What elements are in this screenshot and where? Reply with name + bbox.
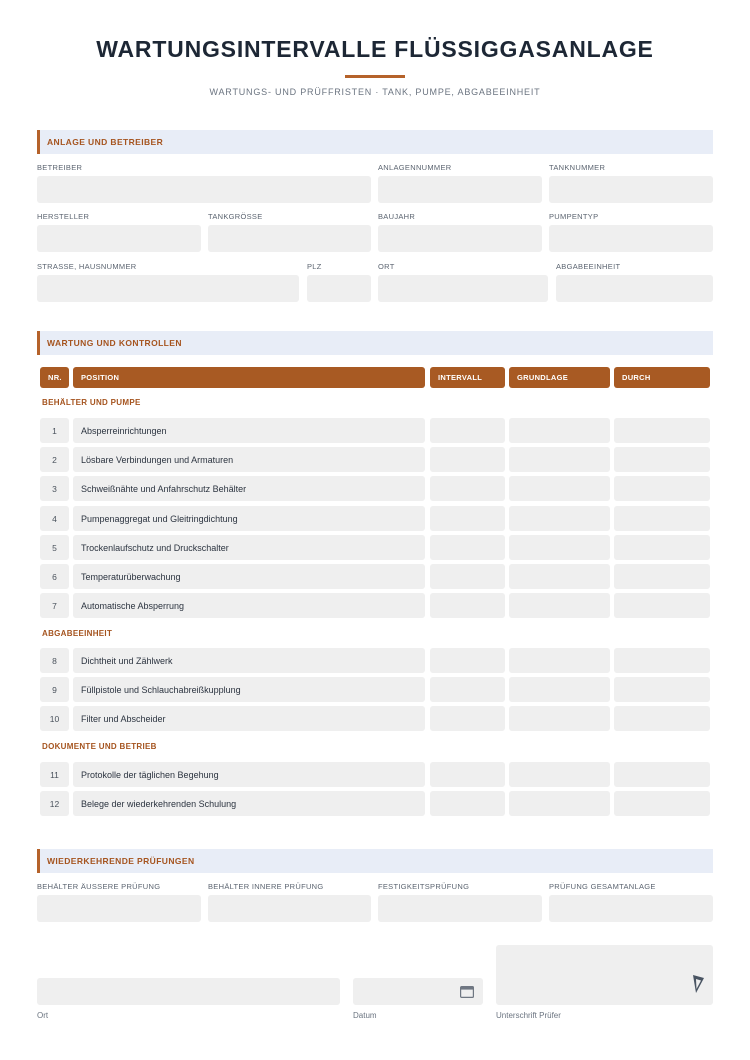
row-position: Schweißnähte und Anfahrschutz Behälter (73, 476, 425, 501)
durch-cell[interactable] (614, 476, 710, 501)
intervall-cell[interactable] (430, 593, 505, 618)
durch-cell[interactable] (614, 593, 710, 618)
grundlage-cell[interactable] (509, 762, 610, 787)
pumpentyp-field[interactable] (549, 225, 713, 252)
intervall-cell[interactable] (430, 447, 505, 472)
durch-cell[interactable] (614, 648, 710, 673)
row-number: 3 (40, 476, 69, 501)
strasse-field[interactable] (37, 275, 299, 302)
intervall-cell[interactable] (430, 791, 505, 816)
row-position: Belege der wiederkehrenden Schulung (73, 791, 425, 816)
durch-cell[interactable] (614, 762, 710, 787)
section-title-pruefungen: WIEDERKEHRENDE PRÜFUNGEN (47, 856, 195, 866)
group-dokumente-betrieb: DOKUMENTE UND BETRIEB (42, 742, 157, 751)
row-position: Füllpistole und Schlauchabreißkupplung (73, 677, 425, 702)
grundlage-cell[interactable] (509, 791, 610, 816)
durch-cell[interactable] (614, 706, 710, 731)
row-number: 5 (40, 535, 69, 560)
grundlage-cell[interactable] (509, 418, 610, 443)
intervall-cell[interactable] (430, 535, 505, 560)
row-number: 11 (40, 762, 69, 787)
durch-cell[interactable] (614, 677, 710, 702)
durch-cell[interactable] (614, 535, 710, 560)
row-position: Trockenlaufschutz und Druckschalter (73, 535, 425, 560)
section-header-pruefungen (37, 849, 713, 873)
row-position: Absperreinrichtungen (73, 418, 425, 443)
ort-signature-field[interactable] (37, 978, 340, 1005)
abgabeeinheit-field[interactable] (556, 275, 713, 302)
intervall-cell[interactable] (430, 648, 505, 673)
title-divider (345, 75, 405, 78)
pruefung-gesamtanlage-field[interactable] (549, 895, 713, 922)
column-header-nr: NR. (40, 367, 69, 388)
intervall-cell[interactable] (430, 418, 505, 443)
innere-pruefung-field[interactable] (208, 895, 371, 922)
row-number: 2 (40, 447, 69, 472)
label-strasse: STRASSE, HAUSNUMMER (37, 262, 137, 271)
section-header-wartung (37, 331, 713, 355)
grundlage-cell[interactable] (509, 677, 610, 702)
intervall-cell[interactable] (430, 762, 505, 787)
label-abgabeeinheit: ABGABEEINHEIT (556, 262, 621, 271)
document-title: WARTUNGSINTERVALLE FLÜSSIGGASANLAGE (96, 36, 654, 62)
row-position: Filter und Abscheider (73, 706, 425, 731)
label-betreiber: BETREIBER (37, 163, 83, 172)
label-pruefung-gesamtanlage: PRÜFUNG GESAMTANLAGE (549, 882, 656, 891)
row-number: 1 (40, 418, 69, 443)
section-header-anlage (37, 130, 713, 154)
intervall-cell[interactable] (430, 677, 505, 702)
label-festigkeitspruefung: FESTIGKEITSPRÜFUNG (378, 882, 470, 891)
datum-field[interactable] (353, 978, 483, 1005)
label-tanknummer: TANKNUMMER (549, 163, 606, 172)
calendar-icon[interactable] (460, 985, 474, 1003)
row-number: 6 (40, 564, 69, 589)
grundlage-cell[interactable] (509, 706, 610, 731)
column-header-durch: DURCH (614, 367, 710, 388)
label-aeussere-pruefung: BEHÄLTER ÄUSSERE PRÜFUNG (37, 882, 161, 891)
grundlage-cell[interactable] (509, 447, 610, 472)
intervall-cell[interactable] (430, 506, 505, 531)
row-number: 9 (40, 677, 69, 702)
label-pumpentyp: PUMPENTYP (549, 212, 599, 221)
grundlage-cell[interactable] (509, 476, 610, 501)
intervall-cell[interactable] (430, 476, 505, 501)
label-anlagennummer: ANLAGENNUMMER (378, 163, 452, 172)
label-innere-pruefung: BEHÄLTER INNERE PRÜFUNG (208, 882, 324, 891)
durch-cell[interactable] (614, 506, 710, 531)
plz-field[interactable] (307, 275, 371, 302)
row-position: Lösbare Verbindungen und Armaturen (73, 447, 425, 472)
column-header-grundlage: GRUNDLAGE (509, 367, 610, 388)
row-number: 12 (40, 791, 69, 816)
row-position: Dichtheit und Zählwerk (73, 648, 425, 673)
group-behaelter-pumpe: BEHÄLTER UND PUMPE (42, 398, 141, 407)
aeussere-pruefung-field[interactable] (37, 895, 201, 922)
section-title-anlage: ANLAGE UND BETREIBER (47, 137, 164, 147)
tankgroesse-field[interactable] (208, 225, 371, 252)
durch-cell[interactable] (614, 447, 710, 472)
grundlage-cell[interactable] (509, 564, 610, 589)
label-hersteller: HERSTELLER (37, 212, 90, 221)
pen-icon (691, 974, 705, 999)
row-position: Temperaturüberwachung (73, 564, 425, 589)
ort-field[interactable] (378, 275, 548, 302)
section-title-wartung: WARTUNG UND KONTROLLEN (47, 338, 182, 348)
festigkeitspruefung-field[interactable] (378, 895, 542, 922)
column-header-intervall: INTERVALL (430, 367, 505, 388)
label-ort: ORT (378, 262, 395, 271)
group-abgabeeinheit: ABGABEEINHEIT (42, 629, 113, 638)
label-baujahr: BAUJAHR (378, 212, 416, 221)
row-number: 4 (40, 506, 69, 531)
grundlage-cell[interactable] (509, 593, 610, 618)
row-number: 8 (40, 648, 69, 673)
row-number: 10 (40, 706, 69, 731)
label-plz: PLZ (307, 262, 322, 271)
hersteller-field[interactable] (37, 225, 201, 252)
row-position: Automatische Absperrung (73, 593, 425, 618)
intervall-cell[interactable] (430, 564, 505, 589)
intervall-cell[interactable] (430, 706, 505, 731)
grundlage-cell[interactable] (509, 506, 610, 531)
grundlage-cell[interactable] (509, 648, 610, 673)
betreiber-field[interactable] (37, 176, 371, 203)
document-subtitle: WARTUNGS- UND PRÜFFRISTEN · TANK, PUMPE, ABGABEEINHEIT (209, 87, 541, 97)
column-header-position: POSITION (73, 367, 425, 388)
label-datum: Datum (353, 1011, 377, 1020)
durch-cell[interactable] (614, 418, 710, 443)
baujahr-field[interactable] (378, 225, 542, 252)
durch-cell[interactable] (614, 791, 710, 816)
row-position: Pumpenaggregat und Gleitringdichtung (73, 506, 425, 531)
anlagennummer-field[interactable] (378, 176, 542, 203)
tanknummer-field[interactable] (549, 176, 713, 203)
label-tankgroesse: TANKGRÖSSE (208, 212, 263, 221)
grundlage-cell[interactable] (509, 535, 610, 560)
signature-field[interactable] (496, 945, 713, 1005)
label-unterschrift: Unterschrift Prüfer (496, 1011, 561, 1020)
row-number: 7 (40, 593, 69, 618)
row-position: Protokolle der täglichen Begehung (73, 762, 425, 787)
label-ort-signature: Ort (37, 1011, 49, 1020)
durch-cell[interactable] (614, 564, 710, 589)
